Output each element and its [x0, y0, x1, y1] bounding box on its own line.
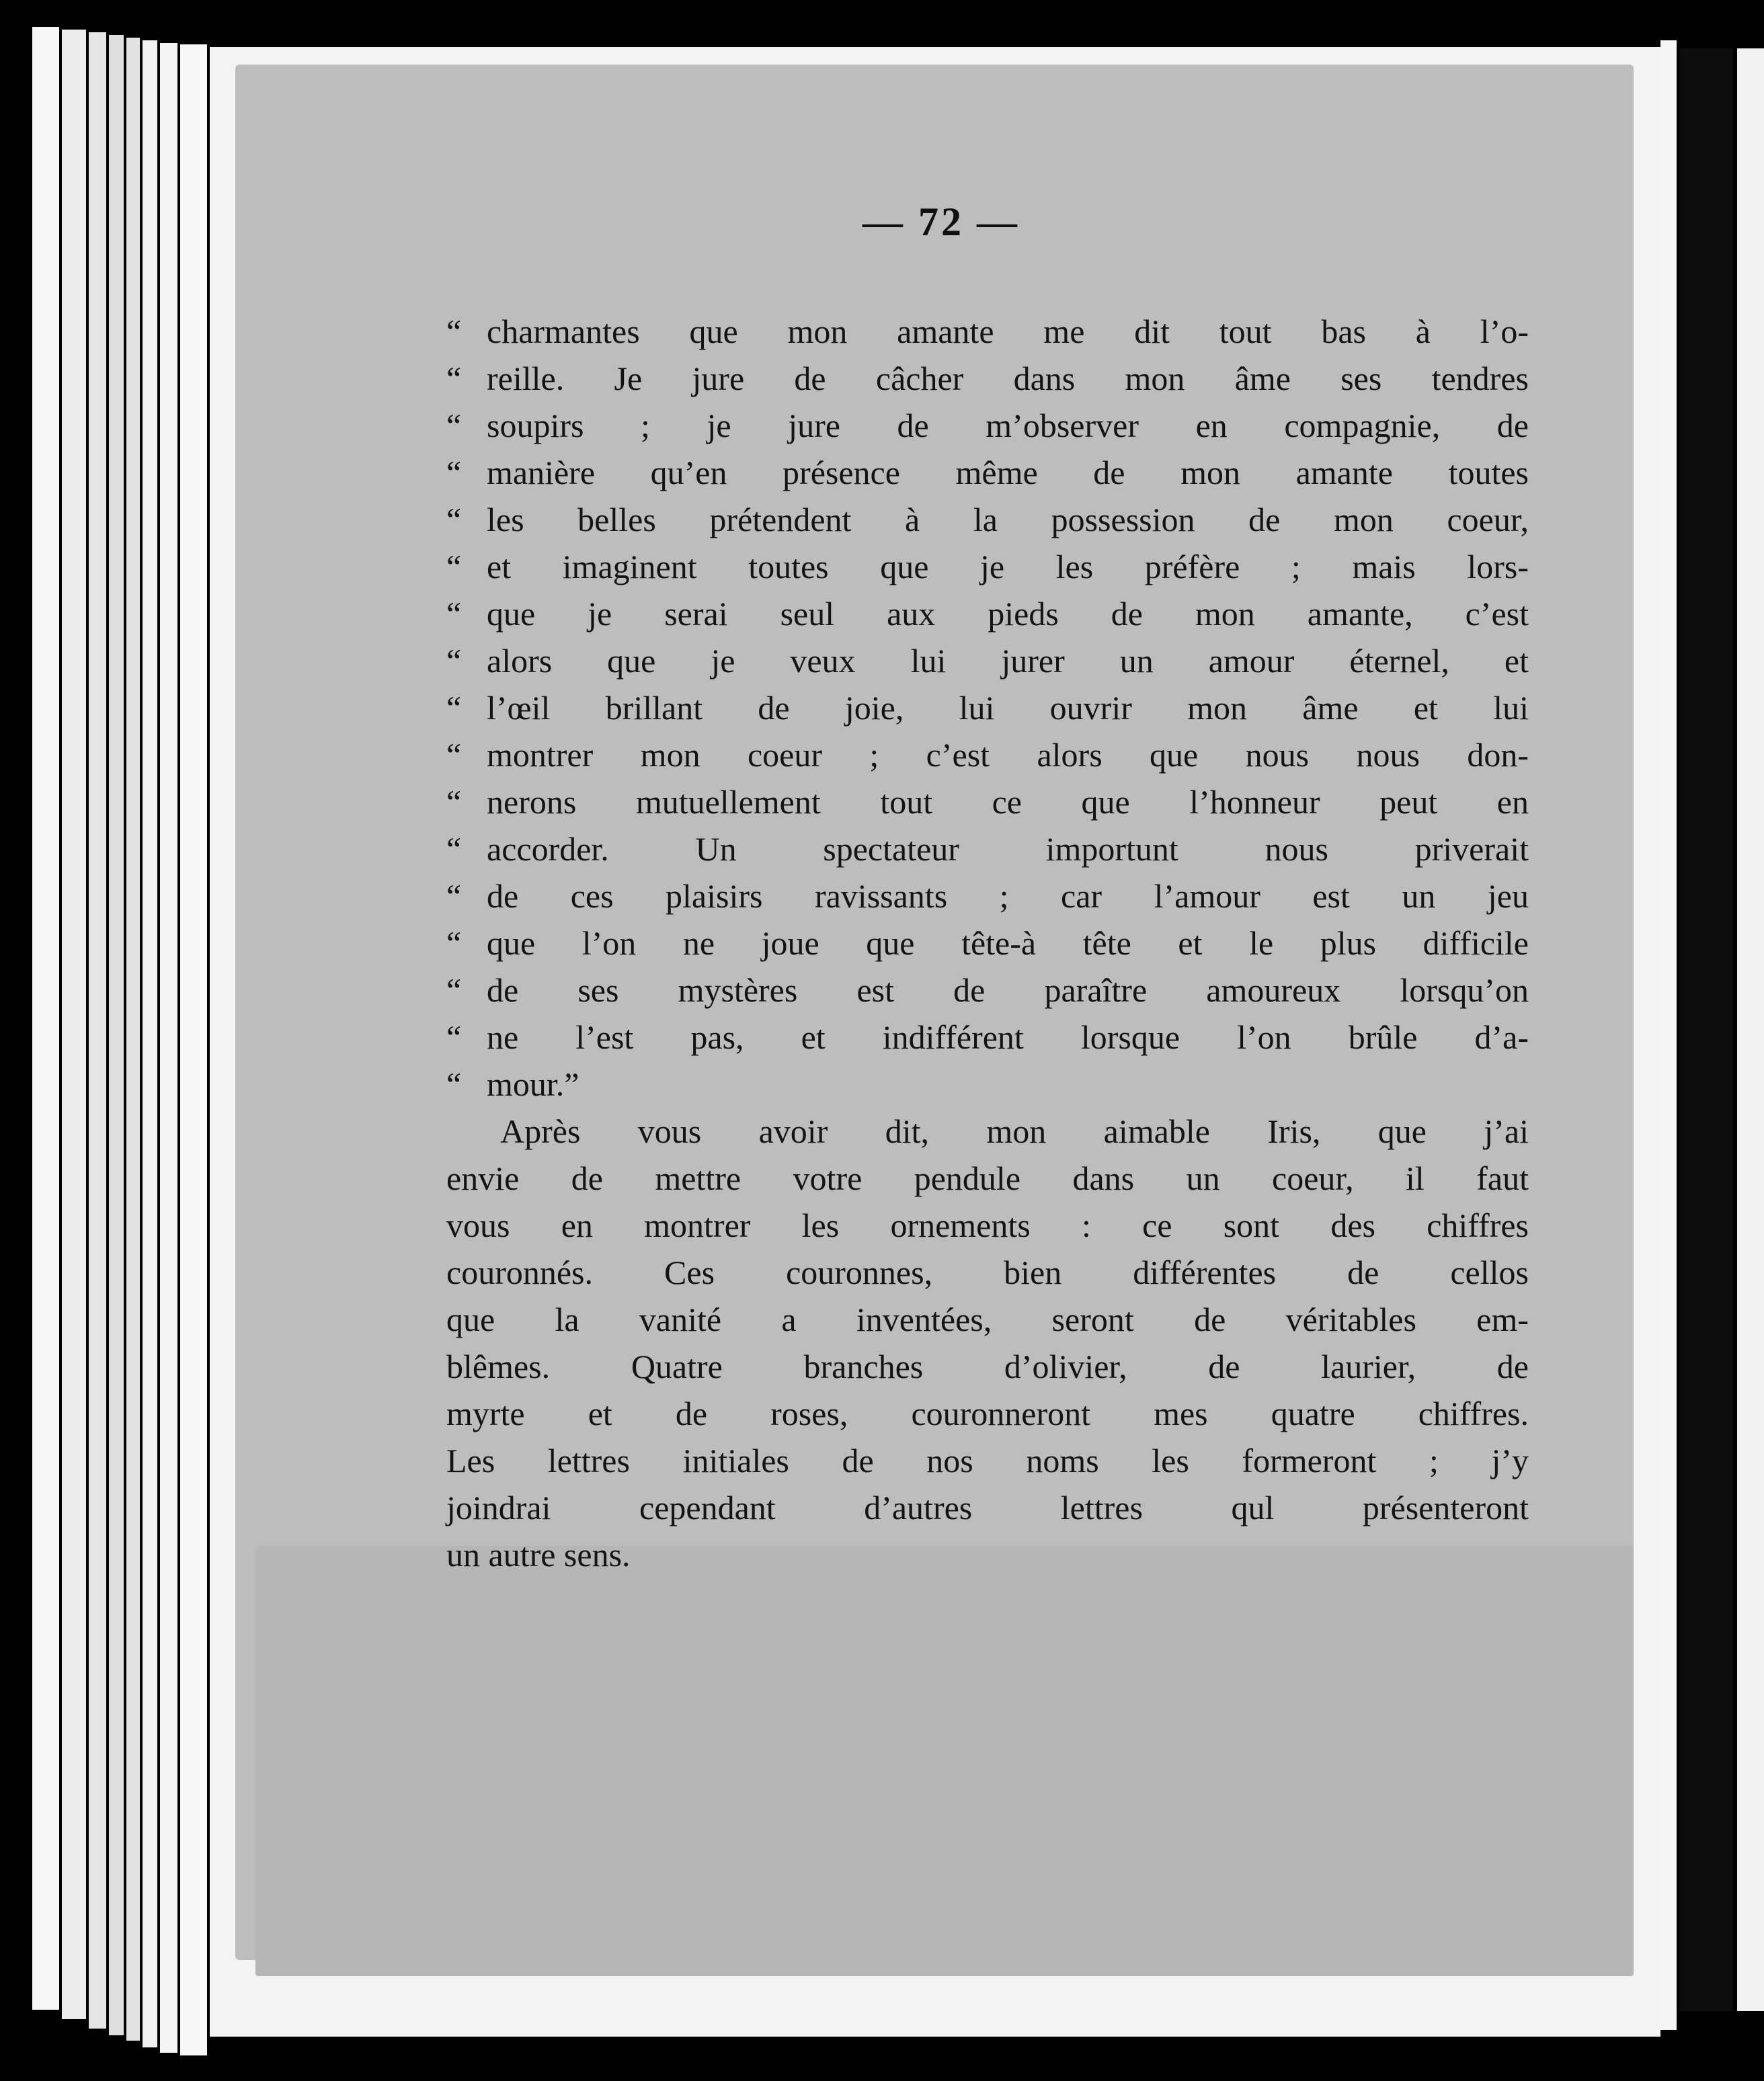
paragraph-line: Après vous avoir dit, mon aimable Iris, que j’ai [500, 1112, 1529, 1150]
line-text: que l’on ne joue que tête-à tête et le plus difficile [487, 924, 1529, 962]
paragraph-line: Les lettres initiales de nos noms les formeront ; j’y [446, 1442, 1529, 1479]
line-text: nerons mutuellement tout ce que l’honneur peut en [487, 783, 1529, 821]
paragraph-line: envie de mettre votre pendule dans un coeur, il faut [446, 1159, 1529, 1197]
quoted-line [446, 590, 1529, 637]
page-number: — 72 — [863, 200, 1020, 244]
line-text: manière qu’en présence même de mon amante toutes [487, 454, 1529, 491]
line-text: l’œil brillant de joie, lui ouvrir mon âme et lui [487, 689, 1529, 727]
quoted-line [446, 731, 1529, 778]
quoted-line [446, 1014, 1529, 1061]
page-edge [109, 35, 124, 2035]
printed-sheet-lower [255, 1546, 1634, 1976]
line-text: montrer mon coeur ; c’est alors que nous nous don- [487, 736, 1529, 774]
paragraph-line: blêmes. Quatre branches d’olivier, de laurier, de [446, 1348, 1529, 1385]
line-text: alors que je veux lui jurer un amour éternel, et [487, 642, 1529, 680]
line-text: ne l’est pas, et indifférent lorsque l’on brûle d’a- [487, 1018, 1529, 1056]
paragraph-line: vous en montrer les ornements : ce sont des chiffres [446, 1207, 1529, 1244]
right-page-edge [1737, 48, 1764, 2011]
paragraph-line: myrte et de roses, couronneront mes quatre chiffres. [446, 1395, 1529, 1432]
page-edge [143, 40, 157, 2047]
quoted-line [446, 967, 1529, 1014]
quote-mark: “ [446, 407, 462, 444]
quoted-line [446, 543, 1529, 590]
quoted-line [446, 637, 1529, 684]
line-text: accorder. Un spectateur importunt nous priverait [487, 830, 1529, 868]
quoted-passage [446, 308, 1529, 1108]
page-edge [160, 43, 177, 2053]
quote-mark: “ [446, 1018, 462, 1056]
page-edge [126, 38, 140, 2041]
quote-mark: “ [446, 830, 462, 868]
quoted-line [446, 402, 1529, 449]
quote-mark: “ [446, 360, 462, 397]
line-text: mour.” [487, 1065, 579, 1103]
paragraph-line: un autre sens. [446, 1536, 631, 1574]
right-page-edge [1660, 40, 1677, 2030]
quote-mark: “ [446, 454, 462, 491]
quote-mark: “ [446, 783, 462, 821]
paragraph-line: couronnés. Ces couronnes, bien différentes de cellos [446, 1254, 1529, 1291]
quoted-line [446, 1061, 1529, 1108]
quoted-line [446, 872, 1529, 920]
line-text: reille. Je jure de câcher dans mon âme ses tendres [487, 360, 1529, 397]
quote-mark: “ [446, 689, 462, 727]
line-text: charmantes que mon amante me dit tout bas à l’o- [487, 313, 1529, 350]
quote-mark: “ [446, 877, 462, 915]
quote-mark: “ [446, 313, 462, 350]
quote-mark: “ [446, 971, 462, 1009]
line-text: les belles prétendent à la possession de mon coeur, [487, 501, 1529, 538]
line-text: de ces plaisirs ravissants ; car l’amour est un jeu [487, 877, 1529, 915]
quoted-line [446, 449, 1529, 496]
quoted-line [446, 496, 1529, 543]
page-edge [180, 44, 207, 2055]
line-text: que je serai seul aux pieds de mon amante, c’est [487, 595, 1529, 633]
page-edge [89, 32, 106, 2029]
quoted-line [446, 355, 1529, 402]
quote-mark: “ [446, 548, 462, 585]
quote-mark: “ [446, 595, 462, 633]
quoted-line [446, 825, 1529, 872]
paragraph-line: que la vanité a inventées, seront de véritables em- [446, 1301, 1529, 1338]
quoted-line [446, 684, 1529, 731]
paragraph [446, 1108, 1529, 1578]
line-text: soupirs ; je jure de m’observer en compagnie, de [487, 407, 1529, 444]
quoted-line [446, 920, 1529, 967]
quoted-line [446, 778, 1529, 825]
page-edge [32, 27, 59, 2010]
quote-mark: “ [446, 1065, 462, 1103]
page-text [446, 308, 1529, 1578]
quote-mark: “ [446, 501, 462, 538]
line-text: et imaginent toutes que je les préfère ; mais lors- [487, 548, 1529, 585]
quote-mark: “ [446, 924, 462, 962]
line-text: de ses mystères est de paraître amoureux lorsqu’on [487, 971, 1529, 1009]
quoted-line [446, 308, 1529, 355]
paragraph-line: joindrai cependant d’autres lettres qul présenteront [446, 1489, 1529, 1526]
page-edge [62, 30, 86, 2019]
quote-mark: “ [446, 642, 462, 680]
binding-gutter [1679, 48, 1733, 2011]
quote-mark: “ [446, 736, 462, 774]
